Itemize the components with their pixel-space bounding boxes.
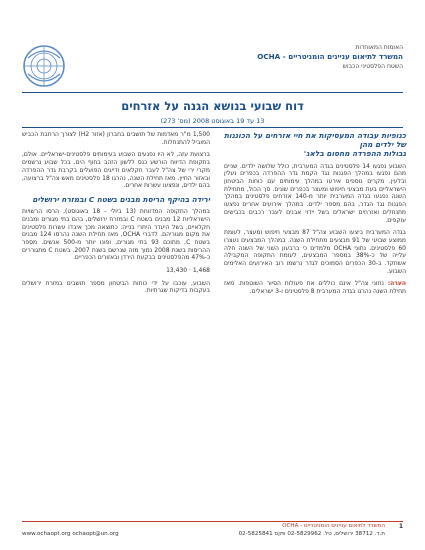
paragraph: ברצועת עזה, לא היו נפגעים השבוע בעימותים פלסטינים-ישראליים. אולם, בתקופת הדיווח הורשע כנס ללשון הזהב בחוף הים. בכל שבוע נרשמים מקרי ירי של צה"ל לעבר חקלאים ודייגים הפועלים בקרבת גדר ההפרדה ובאזור החיץ. מאז תחילת השנה, נהרגו 18 פלסטינים מאש צה"ל ברצועה, בהם ילדים, ונפצעו עשרות אחרים. bbox=[22, 151, 211, 190]
title-divider bbox=[22, 127, 403, 128]
header-divider bbox=[22, 92, 403, 93]
un-emblem-icon bbox=[22, 44, 66, 88]
territory-name: השטח הפלסטיני הכבוש bbox=[342, 63, 403, 70]
paragraph: השבוע נפגעו 14 פלסטינים בגדה המערבית, כולל שלושה ילדים. שניים מהם נפגעו במהלך הפגנות נגד הקמת גדר ההפרדה בכפרים נעלין ובלעין. מקרים נוספים אירעו במהלך עימותים עם כוחות הביטחון הישראליים בעת מבצעי חיפוש ומעצר בכפרים שונים. סך הכול, מתחילת השנה נפגעו בגדה המערבית יותר מ-140 אזרחים פלסטינים במהלך הפגנות נגד הגדר, בהם מספר ילדים. במהלך אירועים אחרים נפצעו מתנחלים ואזרחים ישראלים בשל יידוי אבנים לעבר רכבים בכבישים עוקפים. bbox=[224, 162, 407, 224]
report-dates: 13 עד 19 באוגוסט 2008 (מס' 273) bbox=[160, 117, 265, 125]
org-name-line: האומות המאוחדות bbox=[355, 44, 403, 51]
paragraph: במהלך התקופה המדווחת (13 ביולי - 18 באוגוסט), הרסו הרשויות הישראליות 12 מבנים בשטח C ובמזרח ירושלים, בהם בתי מגורים ומבנים חקלאיים, בשל היעדר היתרי בנייה. כתוצאה מכך איבדו עשרות פלסטינים את מקום מגוריהם. לדברי OCHA, מאז תחילת השנה נהרסו 124 מבנים בשטח C, מתוכם 93 בתי מגורים, ופונו יותר מ-500 אנשים. מספר ההריסות בשנת 2008 נמוך מזה שנרשם בשנת 2007. בשטח C מתגוררים כ-47% מהפלסטינים בבקעת הירדן ובאזורים הכפריים. bbox=[22, 208, 211, 262]
statistics-line: 1,468 · 13,430 bbox=[166, 267, 210, 275]
report-title: דוח שבועי בנושא הגנה על אזרחים bbox=[121, 99, 304, 113]
paragraph: 1,500 מ"ר מאדמות של תושבים בחברון (אזור H2) לצורך הרחבת הכביש המוביל להתנחלות. bbox=[22, 131, 210, 146]
statistic-value: 13,430 bbox=[166, 267, 188, 275]
footer-address: ת.ד. 38712 ירושלים, טל. 02-5829962 פקס 02-5825841 bbox=[238, 531, 385, 537]
right-column bbox=[224, 131, 406, 301]
footer-divider bbox=[22, 521, 403, 522]
paragraph: בגדה המערבית ביצעו השבוע צה"ל 87 מבצעי חיפוש ומעצר, לעומת ממוצע שבועי של 91 מבצעים מתחילת השנה. במהלך המבצעים נעצרו 60 פלסטינים. נתוני OCHA מלמדים כי ברבעון השני של השנה חלה עלייה של כ-38% במספר המבצעים, לעומת התקופה המקבילה אשתקד. ב-30 הכפרים הסמוכים לגדר נרשמו רוב האירועים האלימים השבוע. bbox=[224, 229, 406, 275]
statistic-value: 1,468 bbox=[192, 267, 210, 275]
page-number: 1 bbox=[398, 523, 403, 530]
footer-organization: המשרד לתיאום עניינים הומניטריים - OCHA bbox=[282, 523, 385, 529]
organization-header bbox=[133, 44, 403, 70]
note-paragraph bbox=[224, 280, 406, 295]
section-heading bbox=[224, 131, 406, 159]
footer-website[interactable]: www.ochaopt.org ochaopt@un.org bbox=[22, 531, 119, 537]
note-text: נתוני צה"ל אינם כוללים את פעולות הסיור השוטפות. מאז תחילת השנה נהרגו בגדה המערבית 8 פלסטינים ו-3 ישראלים. bbox=[224, 280, 406, 296]
section-subheading: גבולות ההפרדה מחסום בלאג' bbox=[303, 149, 406, 159]
note-label: הערה: bbox=[387, 280, 406, 288]
paragraph: השבוע, עוכבו על ידי כוחות הביטחון מספר תושבים במזרח ירושלים בעקבות בדיקות שגרתיות. bbox=[22, 279, 210, 295]
left-column bbox=[22, 131, 210, 300]
section-heading: ירידה בהיקף הריסת מבנים בשטח C ובמזרח ירושלים bbox=[32, 194, 210, 204]
ocha-name: המשרד לתיאום עניינים הומניטריים - OCHA bbox=[257, 52, 403, 61]
section-heading-text: כנופיות עבודה המעסיקות את חיי אזרחים על הכוננות של ילדים מהן bbox=[224, 131, 406, 150]
